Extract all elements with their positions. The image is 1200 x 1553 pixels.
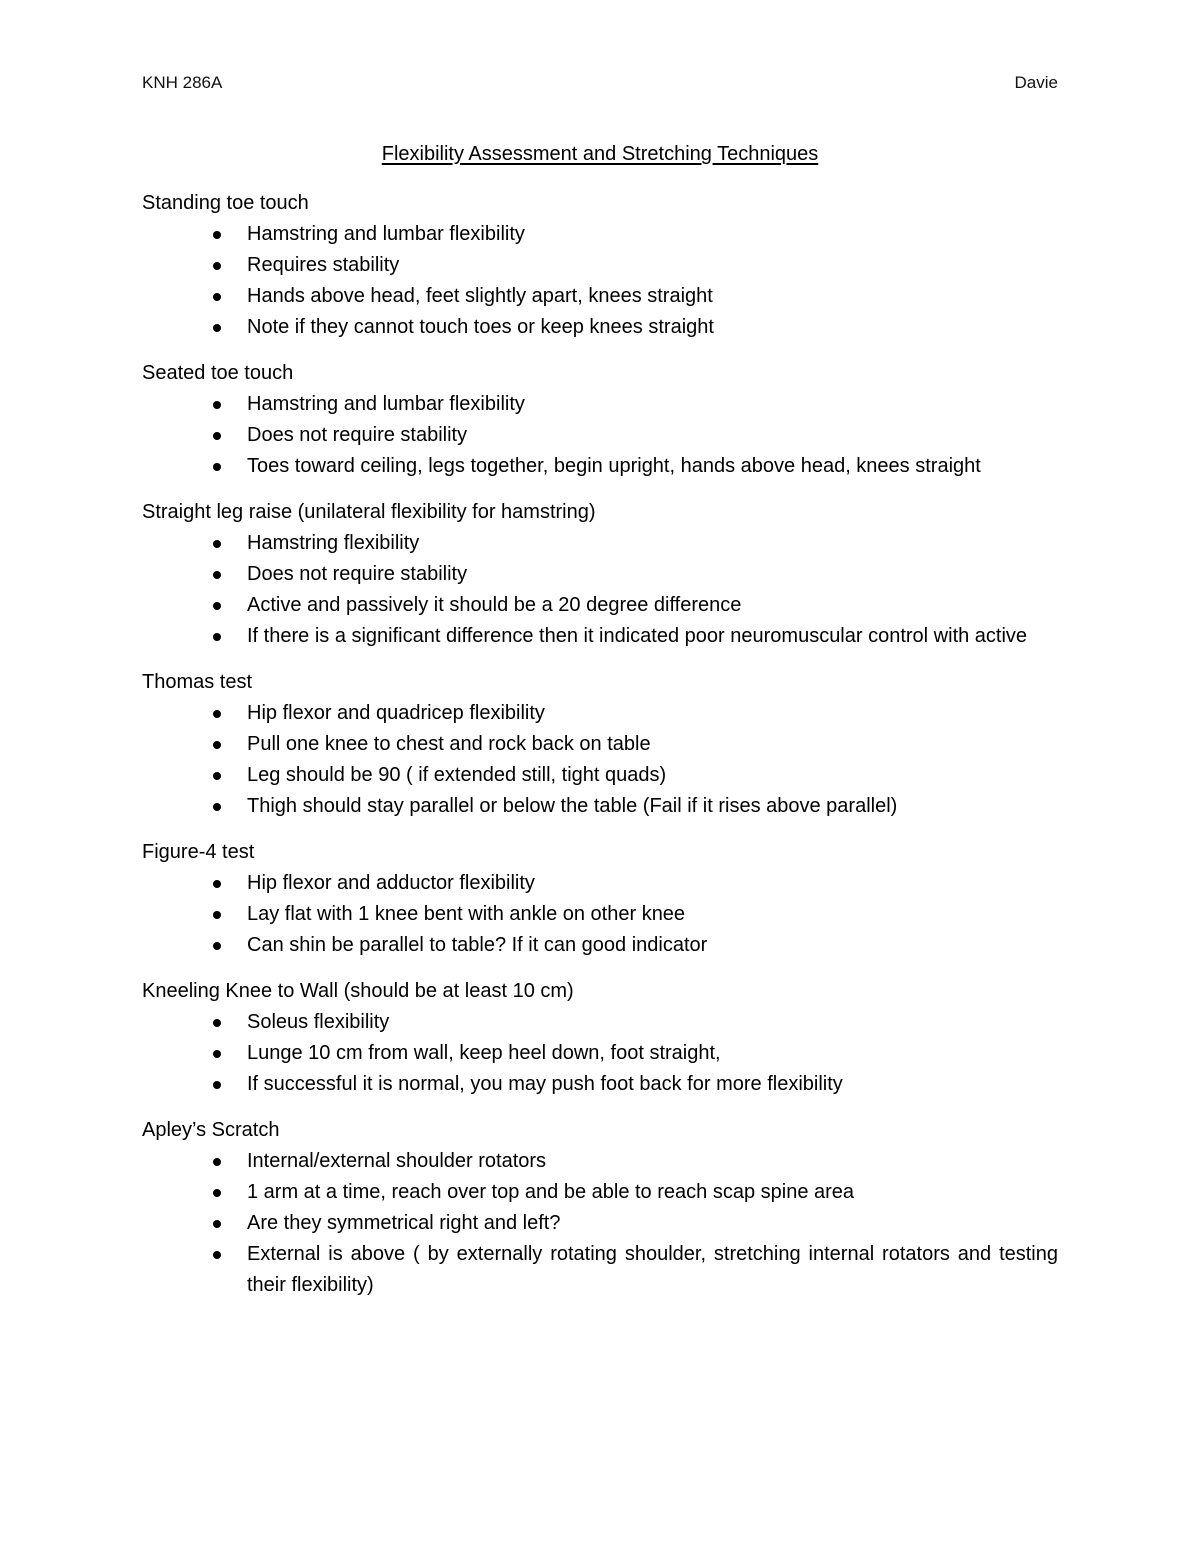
bullet-list	[142, 1007, 1058, 1100]
bullet-icon	[213, 1050, 221, 1058]
bullet-icon	[213, 1189, 221, 1197]
bullet-icon	[213, 540, 221, 548]
list-item	[142, 250, 1058, 281]
list-item	[142, 312, 1058, 343]
bullet-icon	[213, 571, 221, 579]
bullet-icon	[213, 231, 221, 239]
list-item-text: If successful it is normal, you may push foot back for more flexibility	[247, 1073, 843, 1095]
list-item	[142, 621, 1058, 652]
list-item-text: Active and passively it should be a 20 degree difference	[247, 594, 742, 616]
bullet-icon	[213, 942, 221, 950]
bullet-icon	[213, 803, 221, 811]
bullet-list	[142, 389, 1058, 482]
section-seated-toe-touch	[142, 358, 1058, 482]
list-item	[142, 1208, 1058, 1239]
list-item	[142, 1146, 1058, 1177]
list-item-text: Hip flexor and adductor flexibility	[247, 872, 535, 894]
list-item-text: Note if they cannot touch toes or keep knees straight	[247, 316, 714, 338]
list-item	[142, 420, 1058, 451]
bullet-list	[142, 219, 1058, 343]
list-item	[142, 868, 1058, 899]
bullet-icon	[213, 1019, 221, 1027]
list-item-text: Hamstring flexibility	[247, 532, 420, 554]
list-item-text: Lunge 10 cm from wall, keep heel down, foot straight,	[247, 1042, 721, 1064]
list-item-text: Thigh should stay parallel or below the table (Fail if it rises above parallel)	[247, 795, 898, 817]
section-thomas-test	[142, 667, 1058, 822]
list-item	[142, 389, 1058, 420]
document-title: Flexibility Assessment and Stretching Techniques	[381, 143, 819, 165]
list-item	[142, 930, 1058, 961]
section-heading: Standing toe touch	[142, 192, 309, 214]
list-item	[142, 559, 1058, 590]
section-standing-toe-touch	[142, 188, 1058, 343]
list-item-text: External is above ( by externally rotating shoulder, stretching internal rotators and testing their flexibility)	[247, 1243, 1058, 1296]
section-heading: Straight leg raise (unilateral flexibility for hamstring)	[142, 501, 596, 523]
list-item	[142, 899, 1058, 930]
document-body	[142, 188, 1058, 1316]
list-item	[142, 590, 1058, 621]
bullet-icon	[213, 1081, 221, 1089]
section-heading: Thomas test	[142, 671, 253, 693]
bullet-icon	[213, 741, 221, 749]
bullet-list	[142, 698, 1058, 822]
bullet-icon	[213, 324, 221, 332]
list-item-text: Hip flexor and quadricep flexibility	[247, 702, 545, 724]
bullet-icon	[213, 1220, 221, 1228]
bullet-icon	[213, 401, 221, 409]
bullet-list	[142, 868, 1058, 961]
section-kneeling-knee-to-wall	[142, 976, 1058, 1100]
bullet-icon	[213, 602, 221, 610]
bullet-icon	[213, 911, 221, 919]
section-straight-leg-raise	[142, 497, 1058, 652]
bullet-icon	[213, 633, 221, 641]
list-item	[142, 698, 1058, 729]
list-item-text: Lay flat with 1 knee bent with ankle on other knee	[247, 903, 686, 925]
list-item-text: Does not require stability	[247, 424, 468, 446]
list-item-text: Hamstring and lumbar flexibility	[247, 393, 525, 415]
list-item	[142, 528, 1058, 559]
list-item-text: Pull one knee to chest and rock back on table	[247, 733, 651, 755]
list-item-text: Soleus flexibility	[247, 1011, 390, 1033]
bullet-icon	[213, 432, 221, 440]
bullet-icon	[213, 880, 221, 888]
list-item	[142, 760, 1058, 791]
bullet-icon	[213, 1158, 221, 1166]
list-item	[142, 791, 1058, 822]
header-course-code: KNH 286A	[142, 73, 223, 92]
list-item	[142, 1038, 1058, 1069]
list-item-text: Toes toward ceiling, legs together, begin upright, hands above head, knees straight	[247, 455, 981, 477]
list-item-text: Are they symmetrical right and left?	[247, 1212, 561, 1234]
section-figure-4-test	[142, 837, 1058, 961]
list-item	[142, 451, 1058, 482]
bullet-icon	[213, 772, 221, 780]
section-heading: Figure-4 test	[142, 841, 255, 863]
section-heading: Apley’s Scratch	[142, 1119, 280, 1141]
list-item-text: Does not require stability	[247, 563, 468, 585]
bullet-list	[142, 528, 1058, 652]
list-item-text: If there is a significant difference then it indicated poor neuromuscular control with active	[247, 625, 1028, 647]
list-item-text: Requires stability	[247, 254, 400, 276]
list-item-text: 1 arm at a time, reach over top and be able to reach scap spine area	[247, 1181, 855, 1203]
bullet-icon	[213, 293, 221, 301]
section-heading: Kneeling Knee to Wall (should be at least 10 cm)	[142, 980, 574, 1002]
bullet-icon	[213, 710, 221, 718]
list-item	[142, 281, 1058, 312]
list-item	[142, 729, 1058, 760]
list-item-text: Leg should be 90 ( if extended still, tight quads)	[247, 764, 667, 786]
list-item	[142, 219, 1058, 250]
list-item-text: Hands above head, feet slightly apart, knees straight	[247, 285, 713, 307]
section-heading: Seated toe touch	[142, 362, 294, 384]
bullet-list	[142, 1146, 1058, 1301]
section-apleys-scratch	[142, 1115, 1058, 1301]
list-item	[142, 1239, 1058, 1301]
header-author: Davie	[1014, 73, 1058, 92]
bullet-icon	[213, 1251, 221, 1259]
list-item	[142, 1007, 1058, 1038]
list-item-text: Internal/external shoulder rotators	[247, 1150, 547, 1172]
list-item-text: Hamstring and lumbar flexibility	[247, 223, 525, 245]
list-item	[142, 1177, 1058, 1208]
list-item	[142, 1069, 1058, 1100]
bullet-icon	[213, 262, 221, 270]
list-item-text: Can shin be parallel to table? If it can good indicator	[247, 934, 708, 956]
bullet-icon	[213, 463, 221, 471]
